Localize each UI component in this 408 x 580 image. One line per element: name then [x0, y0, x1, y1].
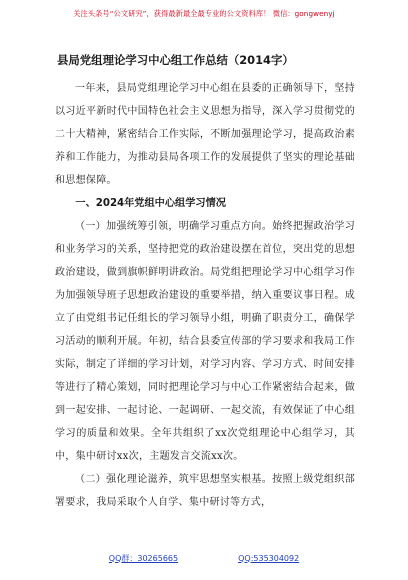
header-banner-text: 关注头条号“公文研究”，获得最新最全最专业的公文资料库！ 微信：gongwenyj: [73, 9, 335, 18]
qq-link[interactable]: QQ:535304092: [238, 553, 300, 563]
intro-paragraph: 一年来，县局党组理论学习中心组在县委的正确领导下，坚持以习近平新时代中国特色社会主义思想为指导，深入学习贯彻党的二十大精神，紧密结合工作实际，不断加强理论学习，提高政治素养和工作能力，为推动县局各项工作的发展提供了坚实的理论基础和思想保障。: [55, 83, 355, 186]
body-paragraph: （二）强化理论滋养，筑牢思想坚实根基。按照上级党组织部署要求，我局采取个人自学、集中研讨等方式，: [55, 474, 355, 508]
footer-bar: [0, 548, 408, 568]
qq-group-link[interactable]: QQ群：30265665: [108, 553, 179, 563]
body-paragraph: （一）加强统筹引领，明确学习重点方向。始终把握政治学习和业务学习的关系，坚持把党的政治建设摆在首位，突出党的思想政治建设，做到旗帜鲜明讲政治。局党组把理论学习中心组学习作为加强领导班子思想政治建设的重要举措，纳入重要议事日程。成立了由党组书记任组长的学习领导小组，明确了职责分工，确保学习活动的顺利开展。年初，结合县委宣传部的学习要求和我局工作实际，制定了详细的学习计划，对学习内容、学习方式、时间安排等进行了精心策划，同时把理论学习与中心工作紧密结合起来，做到一起安排、一起讨论、一起调研、一起交流，有效保证了中心组学习的质量和效果。全年共组织了xx次党组理论中心组学习，其中，集中研讨xx次，主题发言交流xx次。: [55, 221, 355, 462]
document-title: 县局党组理论学习中心组工作总结（2014字）: [57, 53, 294, 67]
header-banner: [0, 0, 408, 40]
section-heading: 一、2024年党组中心组学习情况: [75, 198, 226, 209]
document-body: [55, 53, 355, 514]
